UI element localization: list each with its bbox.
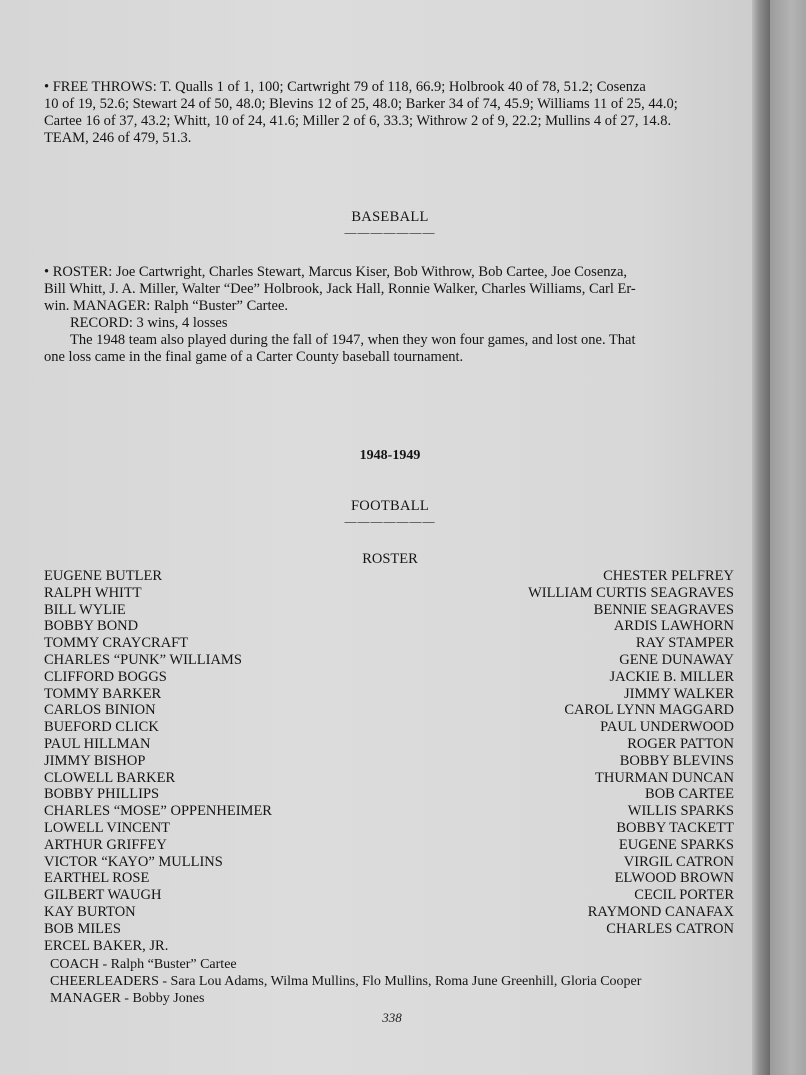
roster-name-left: CHARLES “MOSE” OPPENHEIMER [44, 803, 272, 820]
roster-name-right: RAYMOND CANAFAX [587, 903, 734, 920]
coach-line: COACH - Ralph “Buster” Cartee [50, 957, 237, 972]
roster-row [44, 803, 734, 820]
roster-name-right: EUGENE SPARKS [618, 836, 734, 853]
roster-name-right: CHARLES CATRON [606, 920, 734, 937]
roster-row [44, 719, 734, 736]
baseball-roster-text: ROSTER: Joe Cartwright, Charles Stewart, Marcus Kiser, Bob Withrow, Bob Cartee, Joe Cosenza, [52, 264, 628, 280]
roster-row [44, 652, 734, 669]
roster-name-left: PAUL HILLMAN [44, 735, 151, 752]
roster-row [44, 602, 734, 619]
roster-name-right: PAUL UNDERWOOD [600, 719, 734, 736]
baseball-record: RECORD: 3 wins, 4 losses [70, 315, 228, 331]
roster-name-right: ELWOOD BROWN [614, 870, 734, 887]
roster-name-right: THURMAN DUNCAN [595, 769, 734, 786]
roster-name-left: JIMMY BISHOP [44, 752, 146, 769]
roster-row [44, 887, 734, 904]
roster-name-right: CECIL PORTER [634, 887, 734, 904]
roster-heading: ROSTER [362, 551, 418, 567]
roster-row [44, 938, 734, 955]
roster-name-left: CLOWELL BARKER [44, 769, 176, 786]
football-staff [50, 957, 740, 1007]
roster-name-left: CHARLES “PUNK” WILLIAMS [44, 651, 242, 668]
roster-name-right: JIMMY WALKER [624, 685, 734, 702]
adjacent-page-edge [770, 0, 806, 1075]
free-throws-line-2: 10 of 19, 52.6; Stewart 24 of 50, 48.0; Blevins 12 of 25, 48.0; Barker 34 of 74, 45.9; Williams 11 of 25, 44.0; [44, 96, 678, 112]
roster-row [44, 786, 734, 803]
roster-row [44, 669, 734, 686]
manager-line: MANAGER - Bobby Jones [50, 990, 205, 1006]
bullet: • [44, 264, 50, 280]
roster-name-right: BOB CARTEE [645, 786, 734, 803]
baseball-roster-line-1 [44, 264, 732, 281]
baseball-roster-line-2: Bill Whitt, J. A. Miller, Walter “Dee” Holbrook, Jack Hall, Ronnie Walker, Charles Williams, Carl Er- [44, 281, 636, 297]
roster-name-right: WILLIAM CURTIS SEAGRAVES [528, 584, 734, 601]
roster-row [44, 904, 734, 921]
roster-name-left: BOB MILES [44, 920, 121, 937]
roster-name-left: EARTHEL ROSE [44, 870, 150, 887]
roster-name-right: RAY STAMPER [635, 635, 734, 652]
roster-name-left: KAY BURTON [44, 903, 136, 920]
roster-name-left: BUEFORD CLICK [44, 719, 159, 736]
free-throws-line-4: TEAM, 246 of 479, 51.3. [44, 130, 192, 146]
roster-name-left: ARTHUR GRIFFEY [44, 836, 167, 853]
roster-row [44, 635, 734, 652]
roster-name-left: GILBERT WAUGH [44, 887, 162, 904]
roster-name-left: VICTOR “KAYO” MULLINS [44, 853, 223, 870]
roster-row [44, 770, 734, 787]
baseball-roster-line-3: win. MANAGER: Ralph “Buster” Cartee. [44, 298, 289, 314]
book-gutter [752, 0, 770, 1075]
roster-name-right: WILLIS SPARKS [627, 803, 734, 820]
roster-name-left: BOBBY BOND [44, 618, 139, 635]
roster-row [44, 585, 734, 602]
roster-name-right: VIRGIL CATRON [623, 853, 734, 870]
roster-row [44, 870, 734, 887]
free-throws-line-1 [44, 79, 732, 96]
football-roster [44, 568, 734, 954]
roster-row [44, 753, 734, 770]
roster-name-left: LOWELL VINCENT [44, 819, 171, 836]
roster-name-right: JACKIE B. MILLER [609, 668, 734, 685]
roster-name-right: BENNIE SEAGRAVES [593, 601, 734, 618]
roster-name-left: EUGENE BUTLER [44, 568, 162, 584]
baseball-heading-block [300, 209, 480, 238]
page-number: 338 [382, 1010, 402, 1025]
baseball-rule: ——————— [344, 225, 436, 239]
season-heading: 1948-1949 [359, 448, 421, 463]
roster-name-left: ERCEL BAKER, JR. [44, 937, 169, 954]
free-throws-line-3: Cartee 16 of 37, 43.2; Whitt, 10 of 24, 41.6; Miller 2 of 6, 33.3; Withrow 2 of 9, 22.2; Mullins 4 of 27, 14.8. [44, 113, 672, 129]
free-throws-text: FREE THROWS: T. Qualls 1 of 1, 100; Cartwright 79 of 118, 66.9; Holbrook 40 of 78, 51.2; Cosenza [52, 79, 646, 95]
baseball-roster-paragraph [44, 264, 732, 366]
football-heading-block [300, 498, 480, 527]
cheerleaders-line: CHEERLEADERS - Sara Lou Adams, Wilma Mullins, Flo Mullins, Roma June Greenhill, Gloria Cooper [50, 973, 642, 989]
roster-name-right: BOBBY TACKETT [616, 819, 734, 836]
roster-name-left: RALPH WHITT [44, 584, 142, 601]
roster-name-left: TOMMY CRAYCRAFT [44, 635, 189, 652]
roster-name-right: GENE DUNAWAY [619, 651, 734, 668]
roster-row [44, 702, 734, 719]
roster-name-right: CAROL LYNN MAGGARD [564, 702, 734, 719]
roster-row [44, 837, 734, 854]
roster-row [44, 736, 734, 753]
roster-name-left: BOBBY PHILLIPS [44, 786, 160, 803]
roster-name-right: CHESTER PELFREY [603, 568, 734, 584]
roster-name-left: CARLOS BINION [44, 702, 156, 719]
roster-name-right: ROGER PATTON [627, 735, 734, 752]
roster-name-left: TOMMY BARKER [44, 685, 162, 702]
roster-row [44, 686, 734, 703]
baseball-heading: BASEBALL [351, 209, 429, 225]
football-rule: ——————— [344, 514, 436, 528]
free-throws-paragraph [44, 79, 732, 147]
baseball-note-line-1: The 1948 team also played during the fall of 1947, when they won four games, and lost one. That [70, 332, 636, 348]
football-heading: FOOTBALL [350, 498, 430, 514]
roster-row [44, 921, 734, 938]
roster-name-left: BILL WYLIE [44, 601, 126, 618]
roster-name-right: BOBBY BLEVINS [619, 752, 734, 769]
bullet: • [44, 79, 50, 95]
roster-name-right: ARDIS LAWHORN [613, 618, 734, 635]
roster-row [44, 568, 734, 585]
roster-row [44, 618, 734, 635]
roster-name-left: CLIFFORD BOGGS [44, 668, 167, 685]
baseball-note-line-2: one loss came in the final game of a Carter County baseball tournament. [44, 349, 464, 365]
roster-row [44, 820, 734, 837]
roster-row [44, 854, 734, 871]
